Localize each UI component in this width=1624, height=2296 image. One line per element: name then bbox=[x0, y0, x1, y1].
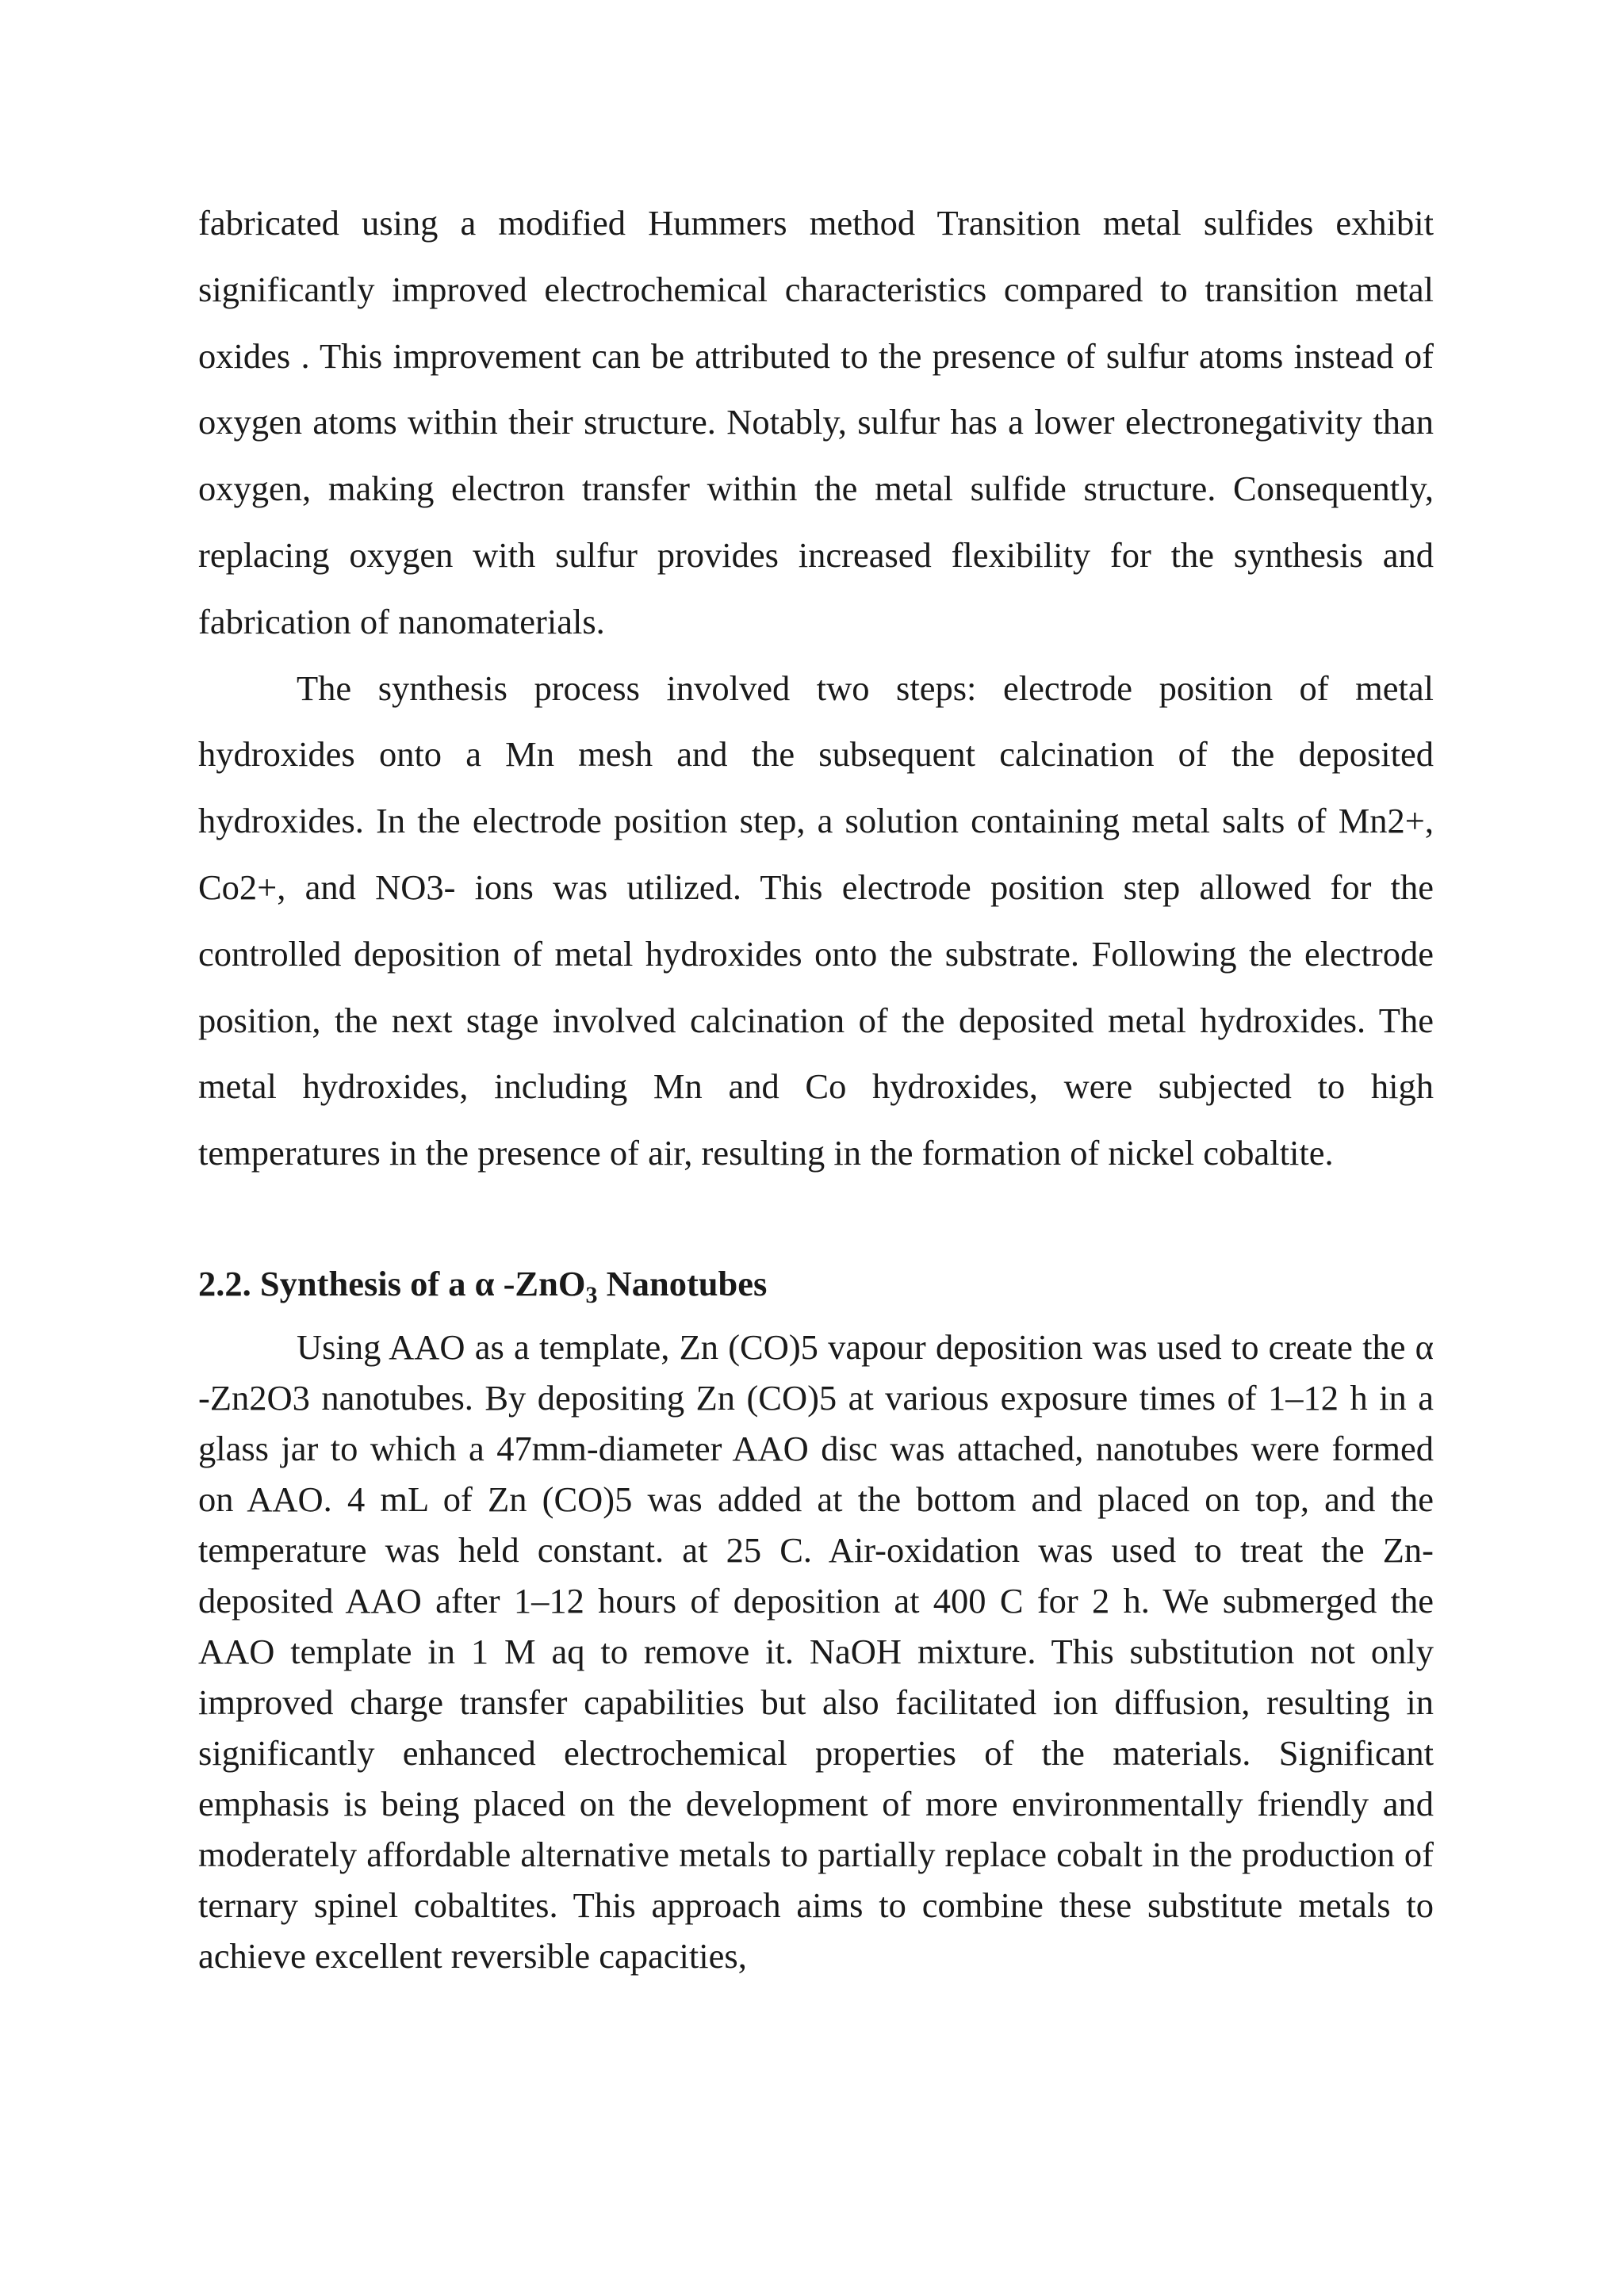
section-heading-2-2 bbox=[198, 1258, 1434, 1314]
paragraph-synthesis-process: The synthesis process involved two steps: electrode position of metal hydroxides onto a Mn mesh and the subsequent calcination of the deposited hydroxides. In the electrode position step, a solution containing metal salts of Mn2+, Co2+, and NO3- ions was utilized. This electrode position step allowed for the controlled deposition of metal hydroxides onto the substrate. Following the electrode position, the next stage involved calcination of the deposited metal hydroxides. The metal hydroxides, including Mn and Co hydroxides, were subjected to high temperatures in the presence of air, resulting in the formation of nickel cobaltite. bbox=[198, 668, 1434, 1173]
heading-text-prefix: 2.2. Synthesis of a α -ZnO bbox=[198, 1263, 586, 1303]
paragraph-nanotube-synthesis: Using AAO as a template, Zn (CO)5 vapour deposition was used to create the α -Zn2O3 nanotubes. By depositing Zn (CO)5 at various exposure times of 1–12 h in a glass jar to which a 47mm-diameter AAO disc was attached, nanotubes were formed on AAO. 4 mL of Zn (CO)5 was added at the bottom and placed on top, and the temperature was held constant. at 25 C. Air-oxidation was used to treat the Zn-deposited AAO after 1–12 hours of deposition at 400 C for 2 h. We submerged the AAO template in 1 M aq to remove it. NaOH mixture. This substitution not only improved charge transfer capabilities but also facilitated ion diffusion, resulting in significantly enhanced electrochemical properties of the materials. Significant emphasis is being placed on the development of more environmentally friendly and moderately affordable alternative metals to partially replace cobalt in the production of ternary spinel cobaltites. This approach aims to combine these substitute metals to achieve excellent reversible capacities, bbox=[198, 1326, 1434, 1976]
heading-text-suffix: Nanotubes bbox=[597, 1263, 768, 1303]
paragraph-transition-metal-sulfides: fabricated using a modified Hummers method Transition metal sulfides exhibit significantly improved electrochemical characteristics compared to transition metal oxides . This improvement can be attributed to the presence of sulfur atoms instead of oxygen atoms within their structure. Notably, sulfur has a lower electronegativity than oxygen, making electron transfer within the metal sulfide structure. Consequently, replacing oxygen with sulfur provides increased flexibility for the synthesis and fabrication of nanomaterials. bbox=[198, 203, 1434, 641]
heading-subscript: 3 bbox=[585, 1281, 598, 1308]
document-page bbox=[198, 190, 1434, 1981]
